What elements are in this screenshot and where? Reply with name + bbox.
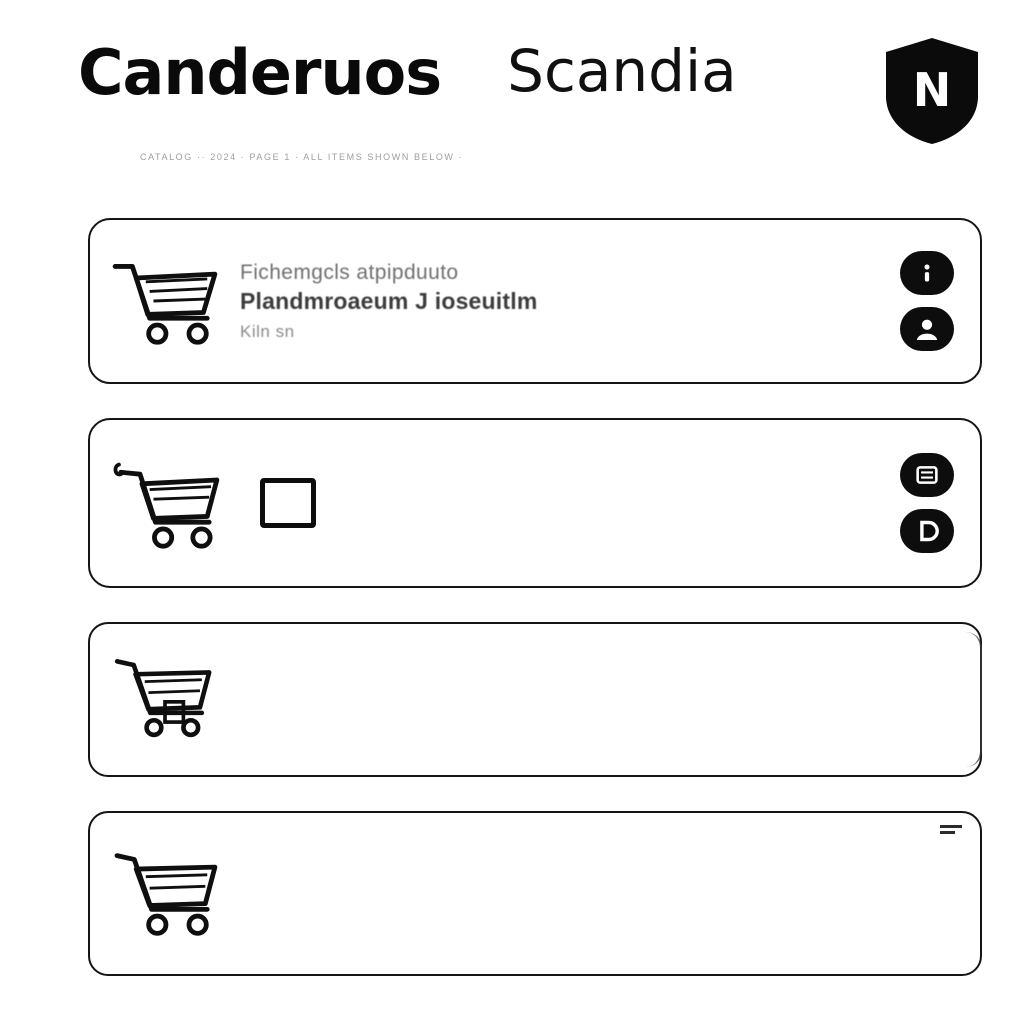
item-subtitle: Plandmroaeum J ioseuitlm [240, 288, 538, 315]
document-icon[interactable] [900, 509, 954, 553]
user-icon[interactable] [900, 307, 954, 351]
shield-badge-icon [884, 36, 980, 146]
brand-row [78, 36, 964, 109]
list-item[interactable] [88, 622, 982, 777]
list-item[interactable] [88, 418, 982, 588]
page-subtitle: Scandia [507, 37, 737, 105]
checkbox-toggle[interactable] [260, 478, 316, 528]
shopping-cart-icon [90, 253, 240, 349]
shopping-cart-icon [90, 455, 240, 551]
menu-icon[interactable] [940, 825, 962, 845]
shopping-cart-icon [90, 654, 240, 746]
page-header [0, 0, 1024, 162]
item-card-list [88, 218, 982, 1010]
item-meta: Kiln sn [240, 321, 295, 341]
item-actions [900, 453, 954, 553]
card-edge-mark [966, 632, 982, 767]
item-text-block [240, 260, 980, 342]
shopping-cart-icon [90, 846, 240, 942]
info-icon[interactable] [900, 251, 954, 295]
item-actions [900, 251, 954, 351]
item-title: Fichemgcls atpipduuto [240, 261, 459, 285]
list-item[interactable] [88, 811, 982, 976]
svg-text:N: N [912, 63, 952, 117]
list-item[interactable] [88, 218, 982, 384]
catalog-meta-text: CATALOG ·· 2024 · PAGE 1 · ALL ITEMS SHOWN BELOW · [140, 152, 464, 162]
item-text-block [316, 502, 980, 504]
list-icon[interactable] [900, 453, 954, 497]
page-title: Canderuos [78, 36, 442, 109]
